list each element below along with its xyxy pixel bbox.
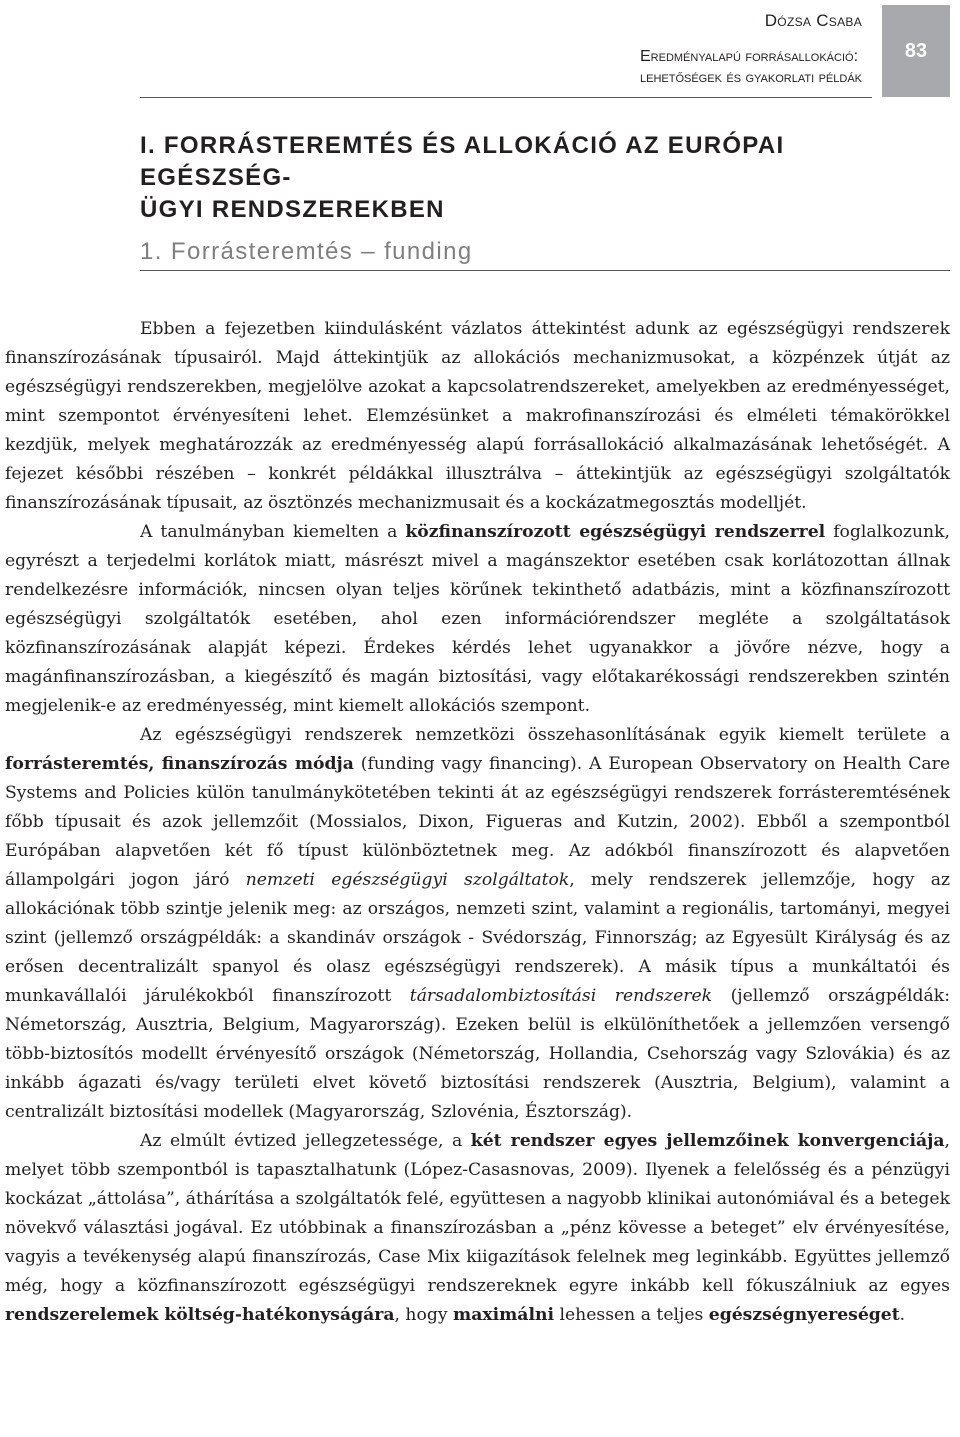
section-heading-line1: I. FORRÁSTEREMTÉS ÉS ALLOKÁCIÓ AZ EURÓPAI EGÉSZSÉG-: [140, 132, 785, 191]
italic-phrase: társadalombiztosítási rendszerek: [409, 986, 713, 1006]
text-run: lehessen a teljes: [554, 1305, 709, 1325]
page-number-badge: [882, 5, 950, 97]
text-run: (jellemző országpéldák: Németország, Ausztria, Belgium, Magyarország). Ezeken belül is elkülöníthetőek a jellemzően versengő több-biztosítós modellt érvényesítő országok (Németország, Hollandia, Csehország vagy Szlovákia) és az inkább ágazati és/vagy területi elvet követő biztosítási rendszerek (Ausztria, Belgium), valamint a centralizált biztosítási modellek (Magyarország, Szlovénia, Észtország).: [5, 986, 950, 1122]
subsection-rule: [140, 270, 950, 271]
text-run: , melyet több szempontból is tapasztalhatunk (López-Casasnovas, 2009). Ilyenek a felelősség és a pénzügyi kockázat „áttolása”, áthárítása a szolgáltatók felé, együttesen a nagyobb klinikai autonómiával és a betegek növekvő választási jogával. Ez utóbbinak a finanszírozásban a „pénz kövesse a beteget” elv érvényesítése, vagyis a tevékenység alapú finanszírozás, Case Mix kiigazítások felelnek meg leginkább. Együttes jellemző még, hogy a közfinanszírozott egészségügyi rendszereknek egyre inkább kell fókuszálniuk az egyes: [5, 1131, 950, 1296]
bold-phrase: két rendszer egyes jellemzőinek konvergenciája: [470, 1131, 945, 1151]
body-text: [5, 315, 950, 1330]
paragraph: [5, 1127, 950, 1330]
page-number: 83: [904, 39, 928, 62]
text-run: Az egészségügyi rendszerek nemzetközi összehasonlításának egyik kiemelt területe a: [140, 725, 950, 745]
section-heading-line2: ÜGYI RENDSZEREKBEN: [140, 196, 445, 223]
running-header: [0, 0, 960, 110]
bold-phrase: maximálni: [453, 1305, 554, 1325]
text-run: A tanulmányban kiemelten a: [140, 522, 406, 542]
bold-phrase: közfinanszírozott egészségügyi rendszerrel: [405, 522, 826, 542]
header-author: Dózsa Csaba: [764, 11, 862, 30]
paragraph: [5, 721, 950, 1127]
subsection-heading: 1. Forrásteremtés – funding: [140, 238, 473, 265]
text-run: Ebben a fejezetben kiindulásként vázlatos áttekintést adunk az egészségügyi rendszerek finanszírozásának típusairól. Majd áttekintjük az allokációs mechanizmusokat, a közpénzek útját az egészségügyi rendszerekben, megjelölve azokat a kapcsolatrendszereket, amelyekben az eredményességet, mint szempontot érvényesíteni lehet. Elemzésünket a makrofinanszírozási és elméleti témakörökkel kezdjük, melyek meghatározzák az eredményesség alapú forrásallokáció alkalmazásának lehetőségét. A fejezet későbbi részében – konkrét példákkal illusztrálva – áttekintjük az egészségügyi szolgáltatók finanszírozásának típusait, az ösztönzés mechanizmusait és a kockázatmegosztás modelljét.: [5, 319, 950, 513]
text-run: Az elmúlt évtized jellegzetessége, a: [140, 1131, 471, 1151]
paragraph: [5, 518, 950, 721]
text-run: , hogy: [394, 1305, 454, 1325]
italic-phrase: nemzeti egészségügyi szolgáltatok: [245, 870, 570, 890]
header-title: [640, 46, 862, 88]
text-run: foglalkozunk, egyrészt a terjedelmi korlátok miatt, másrészt mivel a magánszektor esetében csak korlátozottan állnak rendelkezésre információk, nincsen olyan teljes körűnek tekinthető adatbázis, mint a közfinanszírozott egészségügyi szolgáltatók esetében, ahol ezen információrendszer megléte a szolgáltatások közfinanszírozásának alapját képezi. Érdekes kérdés lehet ugyanakkor a jövőre nézve, hogy a magánfinanszírozásban, a kiegészítő és magán biztosítási, vagy előtakarékossági rendszerekben szintén megjelenik-e az eredményesség, mint kiemelt allokációs szempont.: [5, 522, 950, 716]
bold-phrase: forrásteremtés, finanszírozás módja: [5, 754, 354, 774]
header-title-line1: Eredményalapú forrásallokáció:: [640, 48, 859, 65]
header-rule: [140, 97, 872, 98]
bold-phrase: rendszerelemek költség-hatékonyságára: [5, 1305, 395, 1325]
text-run: , mely rendszerek jellemzője, hogy az allokációnak több szintje jelenik meg: az országos, nemzeti szint, valamint a regionális, tartományi, megyei szint (jellemző országpéldák: a skandináv országok - Svédország, Finnország; az Egyesült Királyság és az erősen decentralizált spanyol és olasz egészségügyi rendszerek). A másik típus a munkáltatói és munkavállalói járulékokból finanszírozott: [5, 870, 950, 1006]
text-run: (funding vagy financing). A European Observatory on Health Care Systems and Policies külön tanulmánykötetében tekinti át az egészségügyi rendszerek forrásteremtésének főbb típusait és azok jellemzőit (Mossialos, Dixon, Figueras and Kutzin, 2002). Ebből a szempontból Európában alapvetően két fő típust különböztetnek meg. Az adókból finanszírozott és alapvetően állampolgári jogon járó: [5, 754, 951, 890]
section-heading: [140, 130, 900, 226]
paragraph: [5, 315, 950, 518]
bold-phrase: egészségnyereséget: [708, 1305, 900, 1325]
text-run: .: [899, 1305, 906, 1325]
header-title-line2: lehetőségek és gyakorlati példák: [640, 69, 862, 86]
